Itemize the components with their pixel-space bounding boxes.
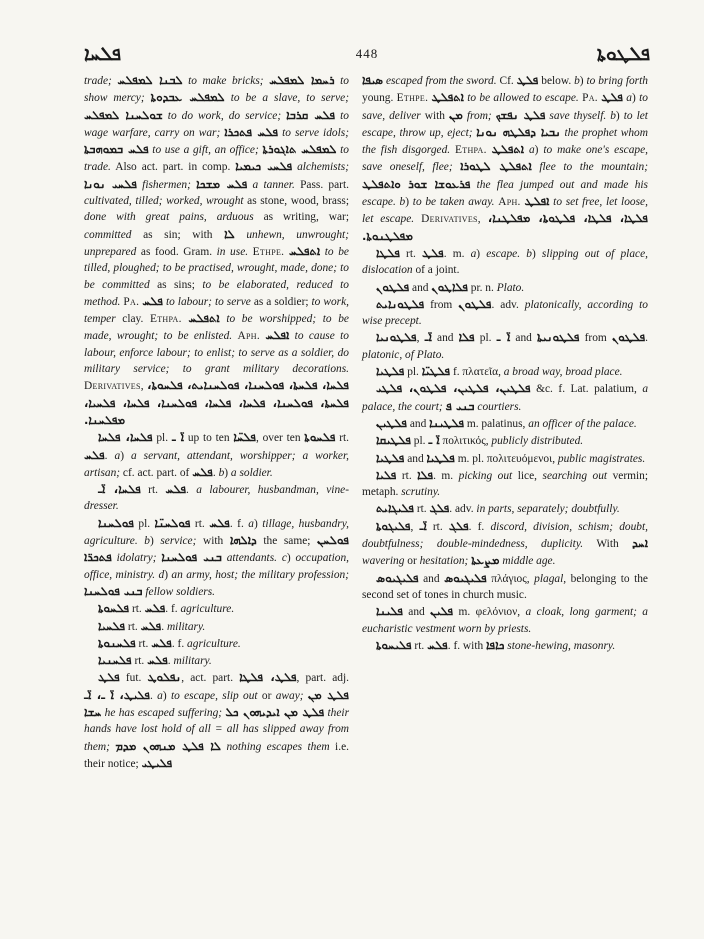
right-column <box>362 72 648 654</box>
dictionary-entry: ܦܠܝܐ rt. ܦܠܐ. m. picking out lice, searching out vermin; metaph. scrutiny. <box>362 467 649 499</box>
dictionary-entry: ܦܠܚܘܬܐ rt. ܦܠܚ. f. agriculture. <box>98 601 235 616</box>
dictionary-entry: ܦܠܝܓܐܝܬ rt. ܦܠܓ. adv. in parts, separately; doubtfully. <box>376 501 620 516</box>
dictionary-entry: ܦܠܛ fut. ܢܦܠܘܛ, act. part. ܦܠܛ، ܦܠܛܐ, part. adj. ܦܠܝܛ، ܐ̈ ـ، ܐ̈ـ. a) to escape, slip out or away; ܦܠܛ ܡܢ ܚܫܐ he has escaped suffering; ܦܠܛ ܡܢ ܐܝܕܝܗܘܢ ܟܠ their hands have lost hold of all = all has slipped away from them; ܠܐ ܦܠܛ ܡܢܗܘܢ ܡܕܡ nothing escapes them i.e. their notice; ܦܠܝܛܝ <box>84 670 349 770</box>
dictionary-entry: ܦܘܠܚܢܐ pl. ܦܘܠܚܢ̈ܐ rt. ܦܠܚ. f. a) tillage, husbandry, agriculture. b) service; with ܕܐܠܗܐ the same; ܦܘܠܚܢ ܦܬܟܪ̈ܐ idolatry; ܒܢܝ ܦܘܠܚܢܐ attendants. c) occupation, office, ministry. d) an army, host; the military profession; ܒܢܝ ܦܘܠܚܢܐ fellow soldiers. <box>84 515 349 598</box>
dictionary-entry: ܦܠܛܝܩܐ pl. ܐ̈ ـ πολιτικός, publicly distributed. <box>376 433 584 448</box>
dictionary-entry: ܦܠܚܢܘܬܐ rt. ܦܠܚ. f. agriculture. <box>98 635 241 650</box>
dictionary-entry: ܦܠܛܘܢ and ܦܠܐܛܘܢ pr. n. Plato. <box>376 279 525 294</box>
dictionary-entry: ܦܠܝܓܘܬܐ, ܐ̈ـ rt. ܦܠܓ. f. discord, division, schism; doubt, doubtfulness; double-mindedness, duplicity. With ܐܚܕ wavering or hesitation; ܡܨܥܬܐ middle age. <box>362 518 648 568</box>
dictionary-entry: ܦܠܚܐ، ܦܠܚܐ pl. ܐ̈ ـ up to ten ܦܠܚ̈ܐ, over ten ܦܠܚܘܬܐ rt. ܦܠܚ. a) a servant, attendant, worshipper; a worker, artisan; cf. act. part. of ܦܠܚ. b) a soldier. <box>84 430 349 479</box>
dictionary-entry: ܦܠܚܐ، ܐ̈ـ rt. ܦܠܚ. a labourer, husbandman, vine-dresser. <box>84 482 349 513</box>
dictionary-entry: ܦܠܛܝܢ and ܦܠܛܝܢܐ m. palatinus, an officer of the palace. <box>376 415 637 430</box>
dictionary-entry: ܦܠܝܚܘܬܐ rt. ܦܠܚ. f. with ܟܐܦܐ stone-hewing, masonry. <box>376 637 616 652</box>
dictionary-entry: ܦܠܛܝܐ pl. ܦܠܛܝ̈ܐ f. πλατεῖα, a broad way, broad place. <box>376 364 623 379</box>
entry-continuation: trade; ܠܒܢܐ ܠܡܦܠܚ to make bricks; ܪܚܡܐ ܠܡܦܠܚ to show mercy; ܠܡܦܠܚ ܥܒܕܘܬܐ to be a slave, to serve; ܫܘܠܚܢܐ ܠܡܦܠܚ to do work, do service; ܦܠܚ ܩܪܒܐ to wage warfare, carry on war; ܦܠܚ ܦܬܟܪܐ to serve idols; ܦܠܚ ܒܡܘܗܒܬܐ to use a gift, an office; ܠܡܦܠܚ ܬܐܓܘܪܬܐ to trade. Also act. part. in comp. ܦܠܚܝ ܟܝܡܝܐ alchemists; ܦܠܚܝ ܢܘܢܐ fishermen; ܦܠܚ ܡܫܟܐ a tanner. Pass. part. cultivated, tilled; worked, wrought as stone, wood, brass; done with great pains, arduous as writing, war; committed as sin; with ܠܐ unhewn, unwrought; unprepared as food. Gram. in use. Ethpe. ܐܬܦܠܚ to be tilled, ploughed; to be practised, wrought, made, done; to be committed as sins; to be elaborated, reduced to method. Pa. ܦܠܚ to labour; to serve as a soldier; to work, temper clay. Ethpa. ܐܬܦܠܚ to be worshipped; to be made, wrought; to be enlisted. Aph. ܐܦܠܚ to cause to labour, enforce labour; to enlist; to serve as a soldier, do military service; to grant military decorations. Derivatives, ܦܠܚܐ، ܦܠܚܬܐ، ܦܘܠܚܢܐ، ܦܘܠܚܢܐܝܬ، ܦܠܚܘܬܐ، ܦܠܚܬܐ، ܦܘܠܚܢܐ، ܦܠܚܐ، ܦܠܚܐ، ܦܘܠܚܢܐ، ܦܠܚܐ، ܦܠܚܝܐ، ܡܦܠܚܢܐ. <box>84 73 350 427</box>
dictionary-entry: ܦܠܚܝܐ rt. ܦܠܚ. military. <box>98 618 206 633</box>
page-number: 448 <box>355 46 379 61</box>
dictionary-entry: ܦܠܛܘܢܐܝܬ from ܦܠܛܘܢ. adv. platonically, according to wise precept. <box>362 296 648 328</box>
dictionary-entry: ܦܠܚܢܝܐ rt. ܦܠܚ. military. <box>98 653 212 668</box>
dictionary-entry: ܦܠܛܝܢ، ܦܠܛܝܢ، ܦܠܛܘܢ، ܦܠܛܝ &c. f. Lat. palatium, a palace, the court; ܒܢܝ ܦ courtiers. <box>362 381 649 413</box>
dictionary-entry: ܦܠܝܓܝܘܣ and ܦܠܝܓܝܘܣ πλάγιος, plagal, belonging to the second set of tones in church music. <box>362 570 648 601</box>
header-right-word: ܦܠܛܘܬܐ <box>596 44 650 65</box>
header-left-word: ܦܠܚܐ <box>84 44 122 65</box>
dictionary-entry: ܦܠܛܝܐ and ܦܠܛܝܐ m. pl. πολιτευόμενοι, public magistrates. <box>376 450 646 465</box>
dictionary-entry: ܦܠܛܐ rt. ܦܠܛ. m. a) escape. b) slipping out of place, dislocation of a joint. <box>362 245 648 277</box>
dictionary-entry: ܦܠܛܘܢܝܐ, ܐ̈ـ and ܦܠܐ pl. ܐ̈ ـ and ܦܠܛܘܢܝܬܐ from ܦܠܛܘܢ. platonic, of Plato. <box>362 330 648 361</box>
left-column <box>84 72 349 772</box>
page-header <box>84 44 650 74</box>
entry-continuation: ܣܝܦܐ escaped from the sword. Cf. ܦܠܛ below. b) to bring forth young. Ethpe. ܐܬܦܠܛ to be allowed to escape. Pa. ܦܠܛ a) to save, deliver with ܡܢ from; ܦܠܛ ܢܦܫܟ save thyself. b) to let escape, throw up, eject; ܢܒܝܐ ܕܦܠܛܗ ܢܘܢܐ the prophet whom the fish disgorged. Ethpa. ܐܬܦܠܛ a) to make one's escape, save oneself, flee; ܐܬܦܠܛ ܠܛܘܪܐ flee to the mountain; ܦܪܥܘܫܐ ܫܘܪ ܘܐܬܦܠܛ the flea jumped out and made his escape. b) to be taken away. Aph. ܐܦܠܛ to set free, let loose, let escape. Derivatives, ܦܠܛܐ، ܦܠܛܐ، ܦܠܛܘܬܐ، ܡܦܠܛܢܐ، ܡܦܠܛܢܘܬܐ. <box>362 73 649 243</box>
dictionary-entry: ܦܠܝܢܐ and ܦܠܝܢ m. φελόνιον, a cloak, long garment; a eucharistic vestment worn by priests. <box>362 604 648 635</box>
